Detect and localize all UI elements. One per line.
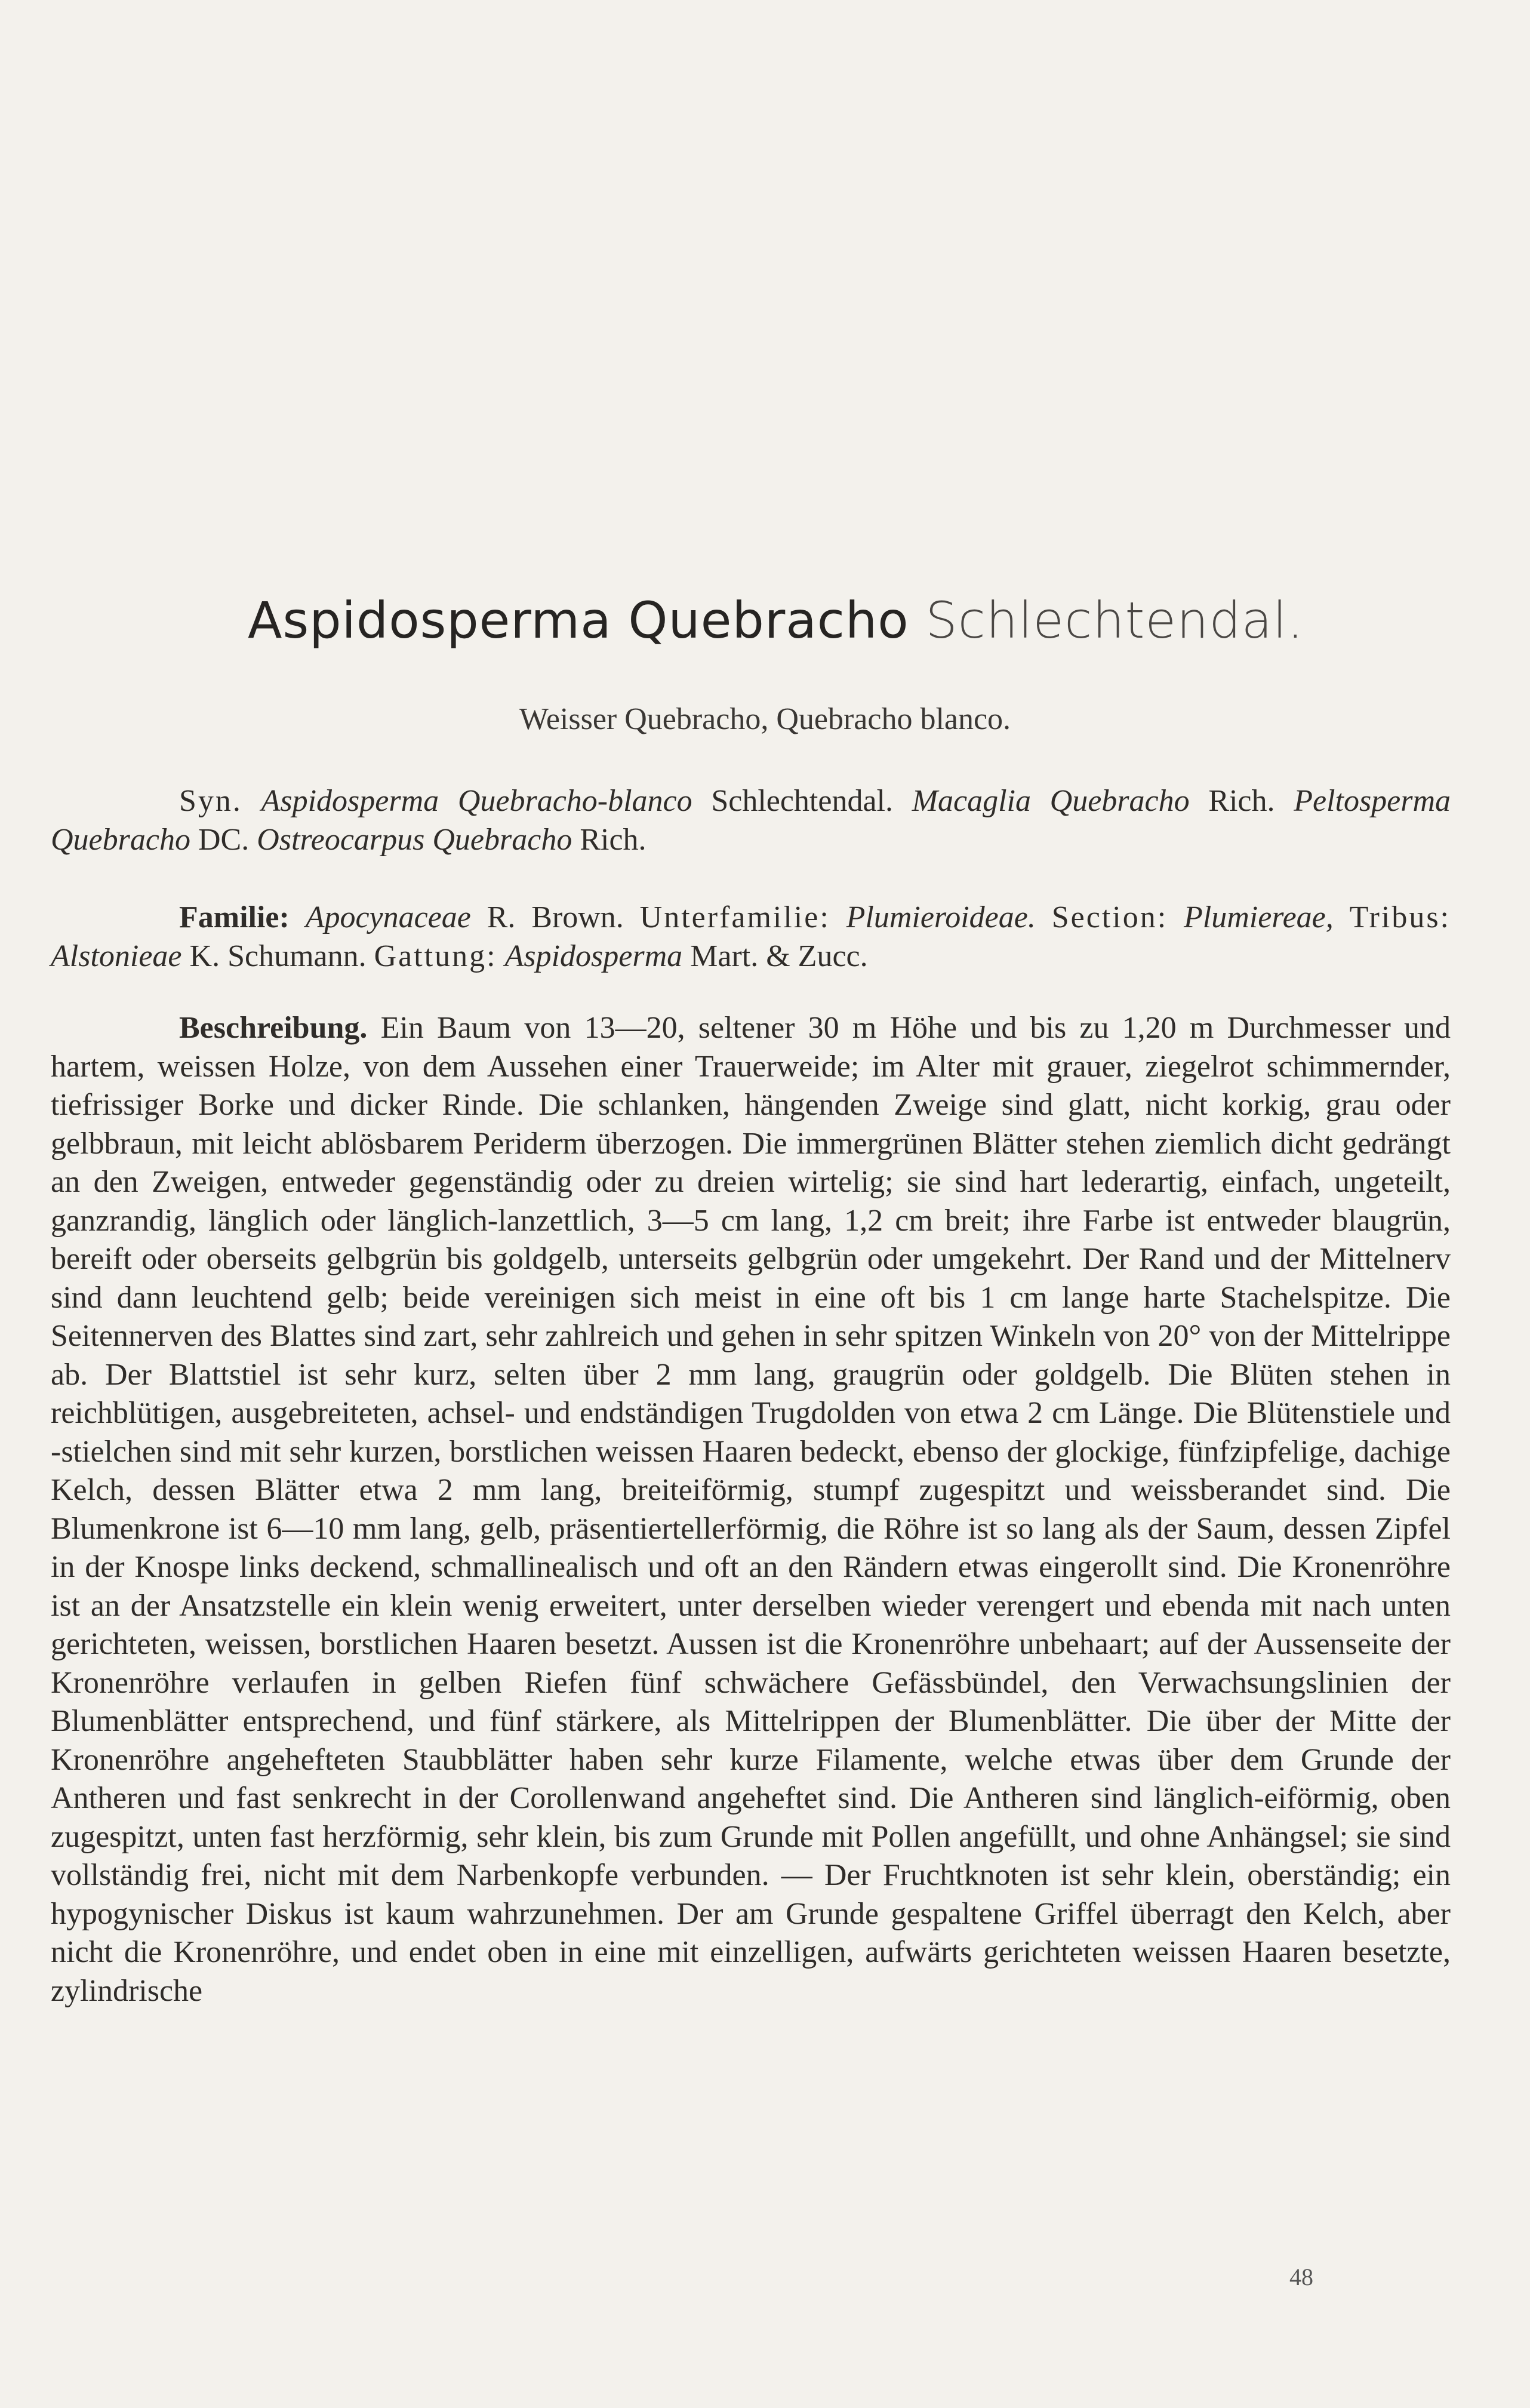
unterfamilie-label: Unterfamilie: (639, 900, 830, 934)
page-title (248, 591, 1322, 650)
synonym-name: Ostreocarpus Quebracho (257, 822, 572, 857)
unterfamilie-name: Plumieroideae. (846, 900, 1036, 934)
section-name: Plumiereae, (1184, 900, 1334, 934)
synonym-name: Peltosperma Quebracho (51, 784, 1451, 857)
common-names: Weisser Quebracho, Quebracho blanco. (519, 702, 1011, 736)
synonym-author: Rich. (580, 822, 647, 857)
synonym-author: DC. (198, 822, 250, 857)
classification-paragraph (51, 899, 1451, 976)
description-paragraph (51, 1009, 1451, 2010)
synonyms-paragraph (51, 782, 1451, 859)
tribus-name: Alstonieae (51, 939, 182, 973)
description-text: Ein Baum von 13—20, seltener 30 m Höhe und bis zu 1,20 m Durchmesser und hartem, weissen Holze, von dem Aussehen einer Trauerweide; im Alter mit grauer, ziegelrot schimmernder, tiefrissiger Borke und dicker Rinde. Die schlanken, hängenden Zweige sind glatt, nicht korkig, grau oder gelbbraun, mit leicht ablösbarem Periderm überzogen. Die immergrünen Blätter stehen ziemlich dicht gedrängt an den Zweigen, entweder gegenständig oder zu dreien wirtelig; sie sind hart lederartig, einfach, ungeteilt, ganzrandig, länglich oder länglich-lanzettlich, 3—5 cm lang, 1,2 cm breit; ihre Farbe ist entweder blaugrün, bereift oder oberseits gelbgrün bis goldgelb, unterseits gelbgrün oder umgekehrt. Der Rand und der Mittelnerv sind dann leuchtend gelb; beide vereinigen sich meist in eine oft bis 1 cm lange harte Stachelspitze. Die Seitennerven des Blattes sind zart, sehr zahlreich und gehen in sehr spitzen Winkeln von 20° von der Mittelrippe ab. Der Blattstiel ist sehr kurz, selten über 2 mm lang, graugrün oder goldgelb. Die Blüten stehen in reichblütigen, ausgebreiteten, achsel- und endständigen Trugdolden von etwa 2 cm Länge. Die Blütenstiele und -stielchen sind mit sehr kurzen, borstlichen weissen Haaren bedeckt, ebenso der glockige, fünfzipfelige, dachige Kelch, dessen Blätter etwa 2 mm lang, breiteiförmig, stumpf zugespitzt und weissberandet sind. Die Blumenkrone ist 6—10 mm lang, gelb, präsentiertellerförmig, die Röhre ist so lang als der Saum, dessen Zipfel in der Knospe links deckend, schmallinealisch und oft an den Rändern etwas eingerollt sind. Die Kronenröhre ist an der Ansatzstelle ein klein wenig erweitert, unter derselben wieder verengert und ebenda mit nach unten gerichteten, weissen, borstlichen Haaren besetzt. Aussen ist die Kronenröhre unbehaart; auf der Aussenseite der Kronenröhre verlaufen in gelben Riefen fünf schwächere Gefässbündel, den Verwachsungslinien der Blumenblätter entsprechend, und fünf stärkere, als Mittelrippen der Blumenblätter. Die über der Mitte der Kronenröhre angehefteten Staubblätter haben sehr kurze Filamente, welche etwas über dem Grunde der Antheren und fast senkrecht in der Corollenwand angeheftet sind. Die Antheren sind länglich-eiförmig, oben zugespitzt, unten fast herzförmig, sehr klein, bis zum Grunde mit Pollen angefüllt, und ohne Anhängsel; sie sind vollständig frei, nicht mit dem Narbenkopfe verbunden. — Der Fruchtknoten ist sehr klein, oberständig; ein hypogynischer Diskus ist kaum wahrzunehmen. Der am Grunde gespaltene Griffel überragt den Kelch, aber nicht die Kronenröhre, und endet oben in eine mit einzelligen, aufwärts gerichteten weissen Haaren besetzte, zylindrische (51, 1011, 1451, 2008)
gattung-author: Mart. & Zucc. (690, 939, 868, 973)
description-label: Beschreibung. (179, 1011, 368, 1045)
familie-name: Apocynaceae (305, 900, 471, 934)
tribus-label: Tribus: (1349, 900, 1451, 934)
title-species: Aspidosperma Quebracho (248, 591, 909, 650)
synonym-name: Macaglia Quebracho (912, 784, 1190, 818)
synonyms-label: Syn. (179, 784, 242, 818)
gattung-label: Gattung: (374, 939, 497, 973)
familie-label: Familie: (179, 900, 290, 934)
synonym-name: Aspidosperma Quebracho-blanco (261, 784, 692, 818)
gattung-name: Aspidosperma (504, 939, 683, 973)
synonym-author: Schlechtendal. (711, 784, 893, 818)
synonym-author: Rich. (1208, 784, 1275, 818)
title-author: Schlechtendal. (925, 591, 1304, 650)
familie-author: R. Brown. (487, 900, 624, 934)
page-number: 48 (1289, 2264, 1313, 2290)
tribus-author: K. Schumann. (189, 939, 367, 973)
section-label: Section: (1051, 900, 1168, 934)
